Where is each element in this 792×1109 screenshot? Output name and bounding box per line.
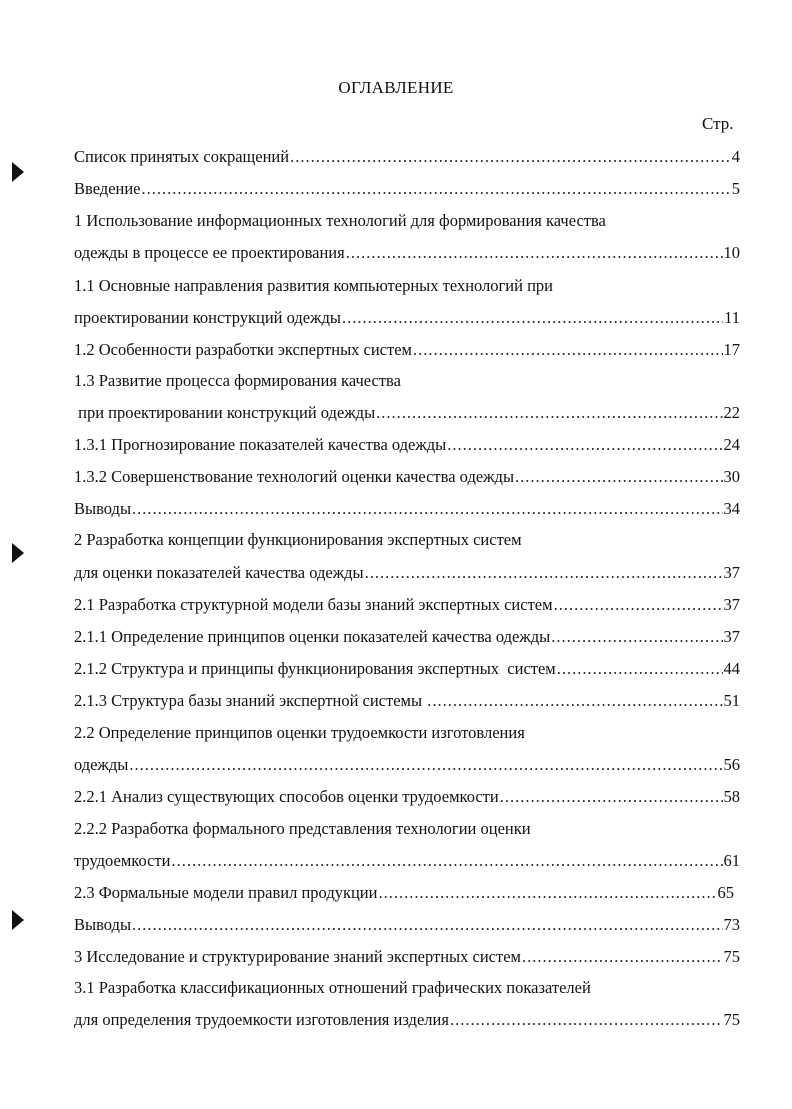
toc-entry: 1.3.2 Совершенствование технологий оценки качества одежды ..... 30 xyxy=(74,465,740,489)
toc-entry: Выводы ..... 34 xyxy=(74,497,740,521)
toc-entry: 2.1.1 Определение принципов оценки показателей качества одежды ..... 37 xyxy=(74,625,740,649)
page-column-label: Стр. xyxy=(702,114,734,133)
toc-entry: 2.2 Определение принципов оценки трудоемкости изготовления xyxy=(74,723,525,742)
toc-entry: 2 Разработка концепции функционирования экспертных систем xyxy=(74,530,522,549)
scan-marker-icon xyxy=(12,162,24,182)
toc-entry: 1 Использование информационных технологий для формирования качества xyxy=(74,211,606,230)
toc-entry: 2.2.1 Анализ существующих способов оценки трудоемкости ..... 58 xyxy=(74,785,740,809)
toc-entry: 2.2.2 Разработка формального представления технологии оценки xyxy=(74,819,531,838)
toc-entry: 1.1 Основные направления развития компьютерных технологий при xyxy=(74,276,554,295)
toc-entry: проектировании конструкций одежды ..... 11 xyxy=(74,306,740,330)
toc-entry: Выводы ..... 73 xyxy=(74,913,740,937)
toc-entry: трудоемкости ..... 61 xyxy=(74,849,740,873)
toc-entry: 1.2 Особенности разработки экспертных систем ..... 17 xyxy=(74,338,740,362)
toc-entry: одежды в процессе ее проектирования ..... 10 xyxy=(74,241,740,265)
scan-marker-icon xyxy=(12,910,24,930)
toc-entry: 2.1 Разработка структурной модели базы знаний экспертных систем ..... 37 xyxy=(74,593,740,617)
toc-entry: 3 Исследование и структурирование знаний экспертных систем ..... 75 xyxy=(74,945,740,969)
toc-entry: Введение ..... 5 xyxy=(74,177,740,201)
toc-entry: для определения трудоемкости изготовления изделия ..... 75 xyxy=(74,1008,740,1032)
toc-entry: для оценки показателей качества одежды ..... 37 xyxy=(74,561,740,585)
page-title: ОГЛАВЛЕНИЕ xyxy=(338,78,454,97)
toc-entry: Список принятых сокращений ..... 4 xyxy=(74,145,740,169)
toc-entry: 1.3.1 Прогнозирование показателей качества одежды ..... 24 xyxy=(74,433,740,457)
toc-entry: 2.1.2 Структура и принципы функционирования экспертных систем ..... 44 xyxy=(74,657,740,681)
toc-entry: 3.1 Разработка классификационных отношений графических показателей xyxy=(74,978,591,997)
toc-entry: 2.1.3 Структура базы знаний экспертной системы ..... 51 xyxy=(74,689,740,713)
toc-entry: 1.3 Развитие процесса формирования качества xyxy=(74,371,401,390)
scan-marker-icon xyxy=(12,543,24,563)
toc-entry: 2.3 Формальные модели правил продукции ..... 65 xyxy=(74,881,734,905)
toc-entry: одежды ..... 56 xyxy=(74,753,740,777)
toc-entry: при проектировании конструкций одежды ..... 22 xyxy=(74,401,740,425)
